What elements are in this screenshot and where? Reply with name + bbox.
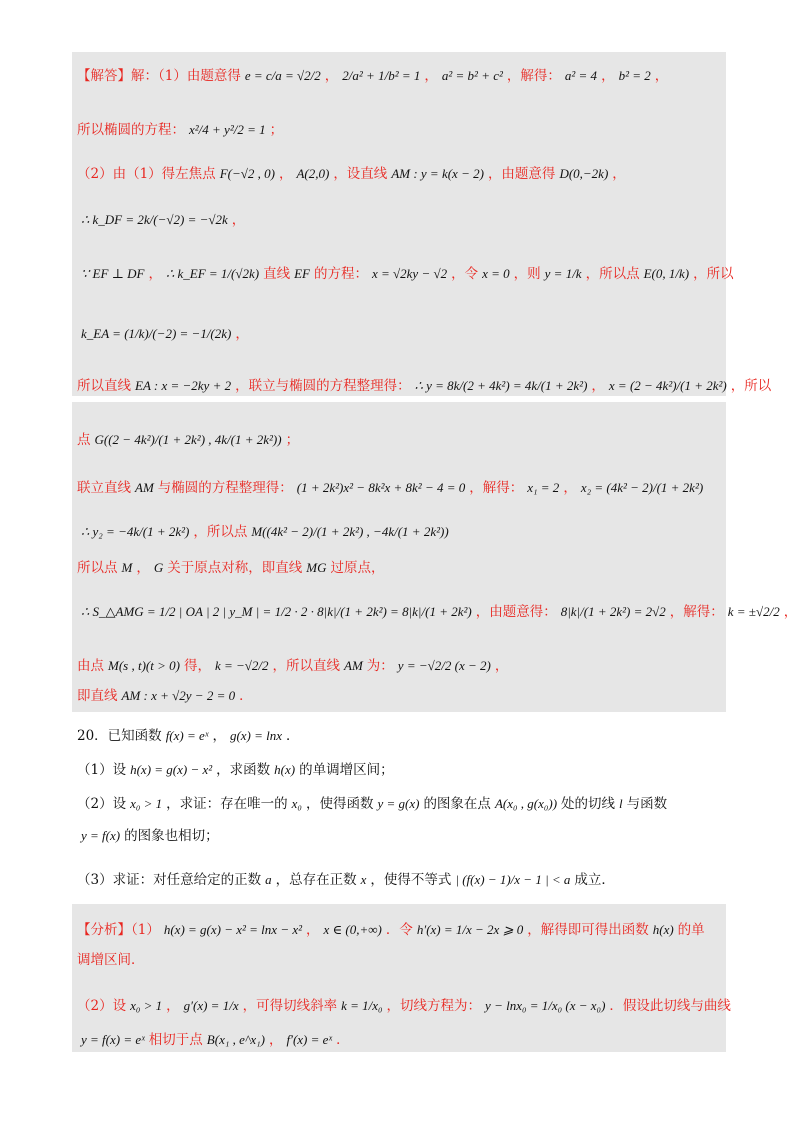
math-expression: M(s , t)(t > 0) bbox=[108, 658, 180, 673]
text-segment: 的图象在点 bbox=[423, 796, 491, 812]
math-expression: D(0,−2k) bbox=[559, 166, 609, 181]
text-line-l9 bbox=[77, 478, 730, 498]
text-segment: ， bbox=[235, 326, 249, 342]
math-expression: E(0, 1/k) bbox=[643, 266, 690, 281]
math-expression: f′(x) = eˣ bbox=[286, 1032, 333, 1047]
text-segment: ，解得： bbox=[469, 480, 524, 496]
text-segment: ，所以 bbox=[693, 266, 734, 282]
text-segment: 联立直线 bbox=[77, 480, 131, 496]
text-segment: ，解得： bbox=[506, 68, 561, 84]
text-segment: ； bbox=[269, 122, 284, 138]
text-line-l23 bbox=[77, 1030, 730, 1050]
math-expression: k = 1/x₀ bbox=[341, 998, 383, 1013]
math-expression: G bbox=[153, 560, 164, 575]
text-segment: ，可得切线斜率 bbox=[242, 998, 338, 1014]
text-segment: 相切于点 bbox=[148, 1032, 203, 1048]
math-expression: M bbox=[121, 560, 133, 575]
math-expression: AM bbox=[344, 658, 363, 673]
math-expression: y = g(x) bbox=[377, 796, 420, 811]
text-line-l1 bbox=[77, 66, 730, 86]
math-expression: h(x) = g(x) − x² = lnx − x² bbox=[163, 922, 303, 937]
math-expression: x = (2 − 4k²)/(1 + 2k²) bbox=[608, 378, 727, 393]
math-expression: y − lnx₀ = 1/x₀ (x − x₀) bbox=[485, 998, 606, 1013]
math-expression: b² = 2 bbox=[618, 68, 651, 83]
text-segment: 的单 bbox=[677, 922, 705, 938]
text-segment: （2）设 bbox=[77, 998, 127, 1014]
text-segment: ， bbox=[601, 68, 615, 84]
text-line-l15 bbox=[77, 726, 730, 746]
math-expression: k = −√2/2 bbox=[214, 658, 269, 673]
text-segment: 的单调增区间； bbox=[299, 762, 394, 778]
text-segment: 20．已知函数 bbox=[77, 728, 162, 744]
text-segment: ， bbox=[783, 604, 798, 620]
math-expression: ∵ EF ⊥ DF bbox=[81, 266, 145, 281]
text-line-l13 bbox=[77, 656, 730, 676]
text-segment: ，则 bbox=[513, 266, 541, 282]
text-segment: （2）设 bbox=[77, 796, 127, 812]
math-expression: h′(x) = 1/x − 2x ⩾ 0 bbox=[416, 922, 524, 937]
text-segment: ， bbox=[324, 68, 339, 84]
text-segment: ． bbox=[239, 688, 253, 704]
math-expression: y = f(x) bbox=[81, 828, 121, 843]
text-segment: 成立． bbox=[574, 872, 615, 888]
text-segment: 直线 bbox=[263, 266, 291, 282]
text-line-l16 bbox=[77, 760, 730, 780]
text-segment: ， bbox=[494, 658, 509, 674]
text-segment: 由点 bbox=[77, 658, 104, 674]
text-segment: 与函数 bbox=[626, 796, 668, 812]
text-line-l3 bbox=[77, 164, 730, 184]
text-segment: 的方程： bbox=[313, 266, 368, 282]
math-expression: h(x) = g(x) − x² bbox=[130, 762, 213, 777]
text-segment: （2）由（1）得左焦点 bbox=[77, 166, 216, 182]
text-segment: 所以直线 bbox=[77, 378, 131, 394]
math-expression: AM : x + √2y − 2 = 0 bbox=[121, 688, 236, 703]
math-expression: EA : x = −2ky + 2 bbox=[135, 378, 232, 393]
text-line-l7 bbox=[77, 376, 772, 396]
text-segment: （3）求证：对任意给定的正数 bbox=[77, 872, 262, 888]
text-segment: 所以椭圆的方程： bbox=[77, 122, 185, 138]
text-segment: ，所以点 bbox=[193, 524, 248, 540]
math-expression: y = 1/k bbox=[544, 266, 582, 281]
text-segment: ．假设此切线与曲线 bbox=[609, 998, 731, 1014]
text-line-l11 bbox=[77, 558, 730, 578]
math-expression: h(x) bbox=[274, 762, 296, 777]
math-expression: EF bbox=[294, 266, 310, 281]
text-line-l5 bbox=[77, 264, 734, 284]
math-expression: k = ±√2/2 bbox=[727, 604, 780, 619]
text-segment: ， bbox=[166, 998, 180, 1014]
text-segment: ，求函数 bbox=[216, 762, 271, 778]
text-segment: ，解得： bbox=[669, 604, 724, 620]
text-line-l12 bbox=[77, 602, 798, 622]
math-expression: x₀ bbox=[291, 796, 302, 811]
math-expression: G((2 − 4k²)/(1 + 2k²) , 4k/(1 + 2k²)) bbox=[94, 432, 282, 447]
text-segment: ． bbox=[286, 728, 300, 744]
text-segment: ，所以点 bbox=[585, 266, 640, 282]
text-segment: 调增区间． bbox=[77, 952, 145, 968]
text-segment: ， bbox=[278, 166, 293, 182]
math-expression: MG bbox=[306, 560, 327, 575]
math-expression: ∴ S_△AMG = 1/2 | OA | 2 | y_M | = 1/2 · 2 · 8|k|/(1 + 2k²) = 8|k|/(1 + 2k²) bbox=[81, 604, 472, 619]
text-segment: ，由题意得 bbox=[487, 166, 556, 182]
text-segment: ， bbox=[136, 560, 150, 576]
text-segment: ，由题意得： bbox=[475, 604, 557, 620]
text-segment: 【解答】解：（1）由题意得 bbox=[77, 68, 241, 84]
text-segment: ； bbox=[285, 432, 300, 448]
math-expression: x²/4 + y²/2 = 1 bbox=[189, 122, 266, 137]
text-segment: 得， bbox=[183, 658, 211, 674]
math-expression: x₂ = (4k² − 2)/(1 + 2k²) bbox=[580, 480, 704, 495]
math-expression: 8|k|/(1 + 2k²) = 2√2 bbox=[560, 604, 666, 619]
text-line-l22 bbox=[77, 996, 730, 1016]
text-segment: ， bbox=[654, 68, 669, 84]
math-expression: x = √2ky − √2 bbox=[371, 266, 448, 281]
text-line-l10 bbox=[77, 522, 730, 542]
text-segment: 所以点 bbox=[77, 560, 118, 576]
math-expression: A(2,0) bbox=[296, 166, 330, 181]
text-segment: 与椭圆的方程整理得： bbox=[157, 480, 293, 496]
math-expression: x ∈ (0,+∞) bbox=[323, 922, 382, 937]
text-segment: ，解得即可得出函数 bbox=[527, 922, 649, 938]
math-expression: g′(x) = 1/x bbox=[183, 998, 239, 1013]
text-segment: ， bbox=[591, 378, 605, 394]
math-expression: y = −√2/2 (x − 2) bbox=[397, 658, 491, 673]
text-line-l8 bbox=[77, 430, 730, 450]
math-expression: ∴ k_DF = 2k/(−√2) = −√2k bbox=[81, 212, 228, 227]
math-expression: x₀ > 1 bbox=[130, 796, 163, 811]
math-expression: x bbox=[360, 872, 367, 887]
math-expression: x₀ > 1 bbox=[130, 998, 163, 1013]
math-expression: ∴ y₂ = −4k/(1 + 2k²) bbox=[81, 524, 190, 539]
text-line-l20 bbox=[77, 920, 730, 940]
text-segment: ，所以直线 bbox=[272, 658, 341, 674]
math-expression: x = 0 bbox=[482, 266, 510, 281]
text-segment: ． bbox=[336, 1032, 350, 1048]
math-expression: y = f(x) = eˣ bbox=[81, 1032, 145, 1047]
text-segment: ， bbox=[148, 266, 162, 282]
math-expression: 2/a² + 1/b² = 1 bbox=[342, 68, 421, 83]
text-segment: 【分析】（1） bbox=[77, 922, 160, 938]
text-segment: 为： bbox=[366, 658, 394, 674]
math-expression: g(x) = lnx bbox=[229, 728, 283, 743]
math-expression: a² = 4 bbox=[564, 68, 598, 83]
text-segment: 处的切线 bbox=[561, 796, 616, 812]
math-expression: a² = b² + c² bbox=[441, 68, 503, 83]
math-expression: ∴ k_EF = 1/(√2k) bbox=[165, 266, 260, 281]
text-segment: ， bbox=[424, 68, 438, 84]
text-segment: ， bbox=[612, 166, 626, 182]
text-segment: 即直线 bbox=[77, 688, 118, 704]
text-line-l21 bbox=[77, 950, 730, 970]
math-expression: f(x) = eˣ bbox=[165, 728, 209, 743]
text-segment: ，求证：存在唯一的 bbox=[166, 796, 288, 812]
text-segment: ，设直线 bbox=[333, 166, 388, 182]
text-line-l19 bbox=[77, 870, 730, 890]
text-line-l17 bbox=[77, 794, 730, 814]
math-expression: M((4k² − 2)/(1 + 2k²) , −4k/(1 + 2k²)) bbox=[251, 524, 449, 539]
text-segment: ， bbox=[231, 212, 246, 228]
text-segment: ， bbox=[306, 922, 320, 938]
text-segment: ， bbox=[563, 480, 577, 496]
text-segment: ，总存在正数 bbox=[275, 872, 357, 888]
text-segment: 的图象也相切； bbox=[124, 828, 219, 844]
math-expression: l bbox=[619, 796, 623, 811]
text-line-l4 bbox=[77, 210, 730, 230]
math-expression: h(x) bbox=[652, 922, 674, 937]
math-expression: A(x₀ , g(x₀)) bbox=[494, 796, 558, 811]
math-expression: a bbox=[265, 872, 272, 887]
text-line-l18 bbox=[77, 826, 730, 846]
text-segment: ．令 bbox=[385, 922, 413, 938]
text-segment: ，令 bbox=[451, 266, 479, 282]
text-segment: ，使得不等式 bbox=[370, 872, 452, 888]
text-segment: （1）设 bbox=[77, 762, 127, 778]
math-expression: k_EA = (1/k)/(−2) = −1/(2k) bbox=[81, 326, 232, 341]
text-segment: ，所以 bbox=[730, 378, 772, 394]
math-expression: B(x₁ , e^x₁) bbox=[206, 1032, 265, 1047]
math-expression: F(−√2 , 0) bbox=[219, 166, 275, 181]
text-segment: 关于原点对称，即直线 bbox=[167, 560, 303, 576]
text-segment: ， bbox=[268, 1032, 283, 1048]
text-segment: ，使得函数 bbox=[305, 796, 374, 812]
math-expression: | (f(x) − 1)/x − 1 | < a bbox=[455, 872, 571, 887]
text-line-l2 bbox=[77, 120, 730, 140]
text-segment: ， bbox=[212, 728, 226, 744]
text-segment: ，联立与椭圆的方程整理得： bbox=[235, 378, 411, 394]
text-segment: 点 bbox=[77, 432, 91, 448]
text-segment: 过原点， bbox=[330, 560, 385, 576]
text-line-l6 bbox=[77, 324, 730, 344]
text-segment: ，切线方程为： bbox=[386, 998, 482, 1014]
math-expression: ∴ y = 8k/(2 + 4k²) = 4k/(1 + 2k²) bbox=[414, 378, 588, 393]
math-expression: x₁ = 2 bbox=[527, 480, 560, 495]
text-line-l14 bbox=[77, 686, 730, 706]
math-expression: AM : y = k(x − 2) bbox=[391, 166, 484, 181]
math-expression: AM bbox=[135, 480, 154, 495]
math-expression: e = c/a = √2/2 bbox=[244, 68, 321, 83]
math-expression: (1 + 2k²)x² − 8k²x + 8k² − 4 = 0 bbox=[296, 480, 466, 495]
